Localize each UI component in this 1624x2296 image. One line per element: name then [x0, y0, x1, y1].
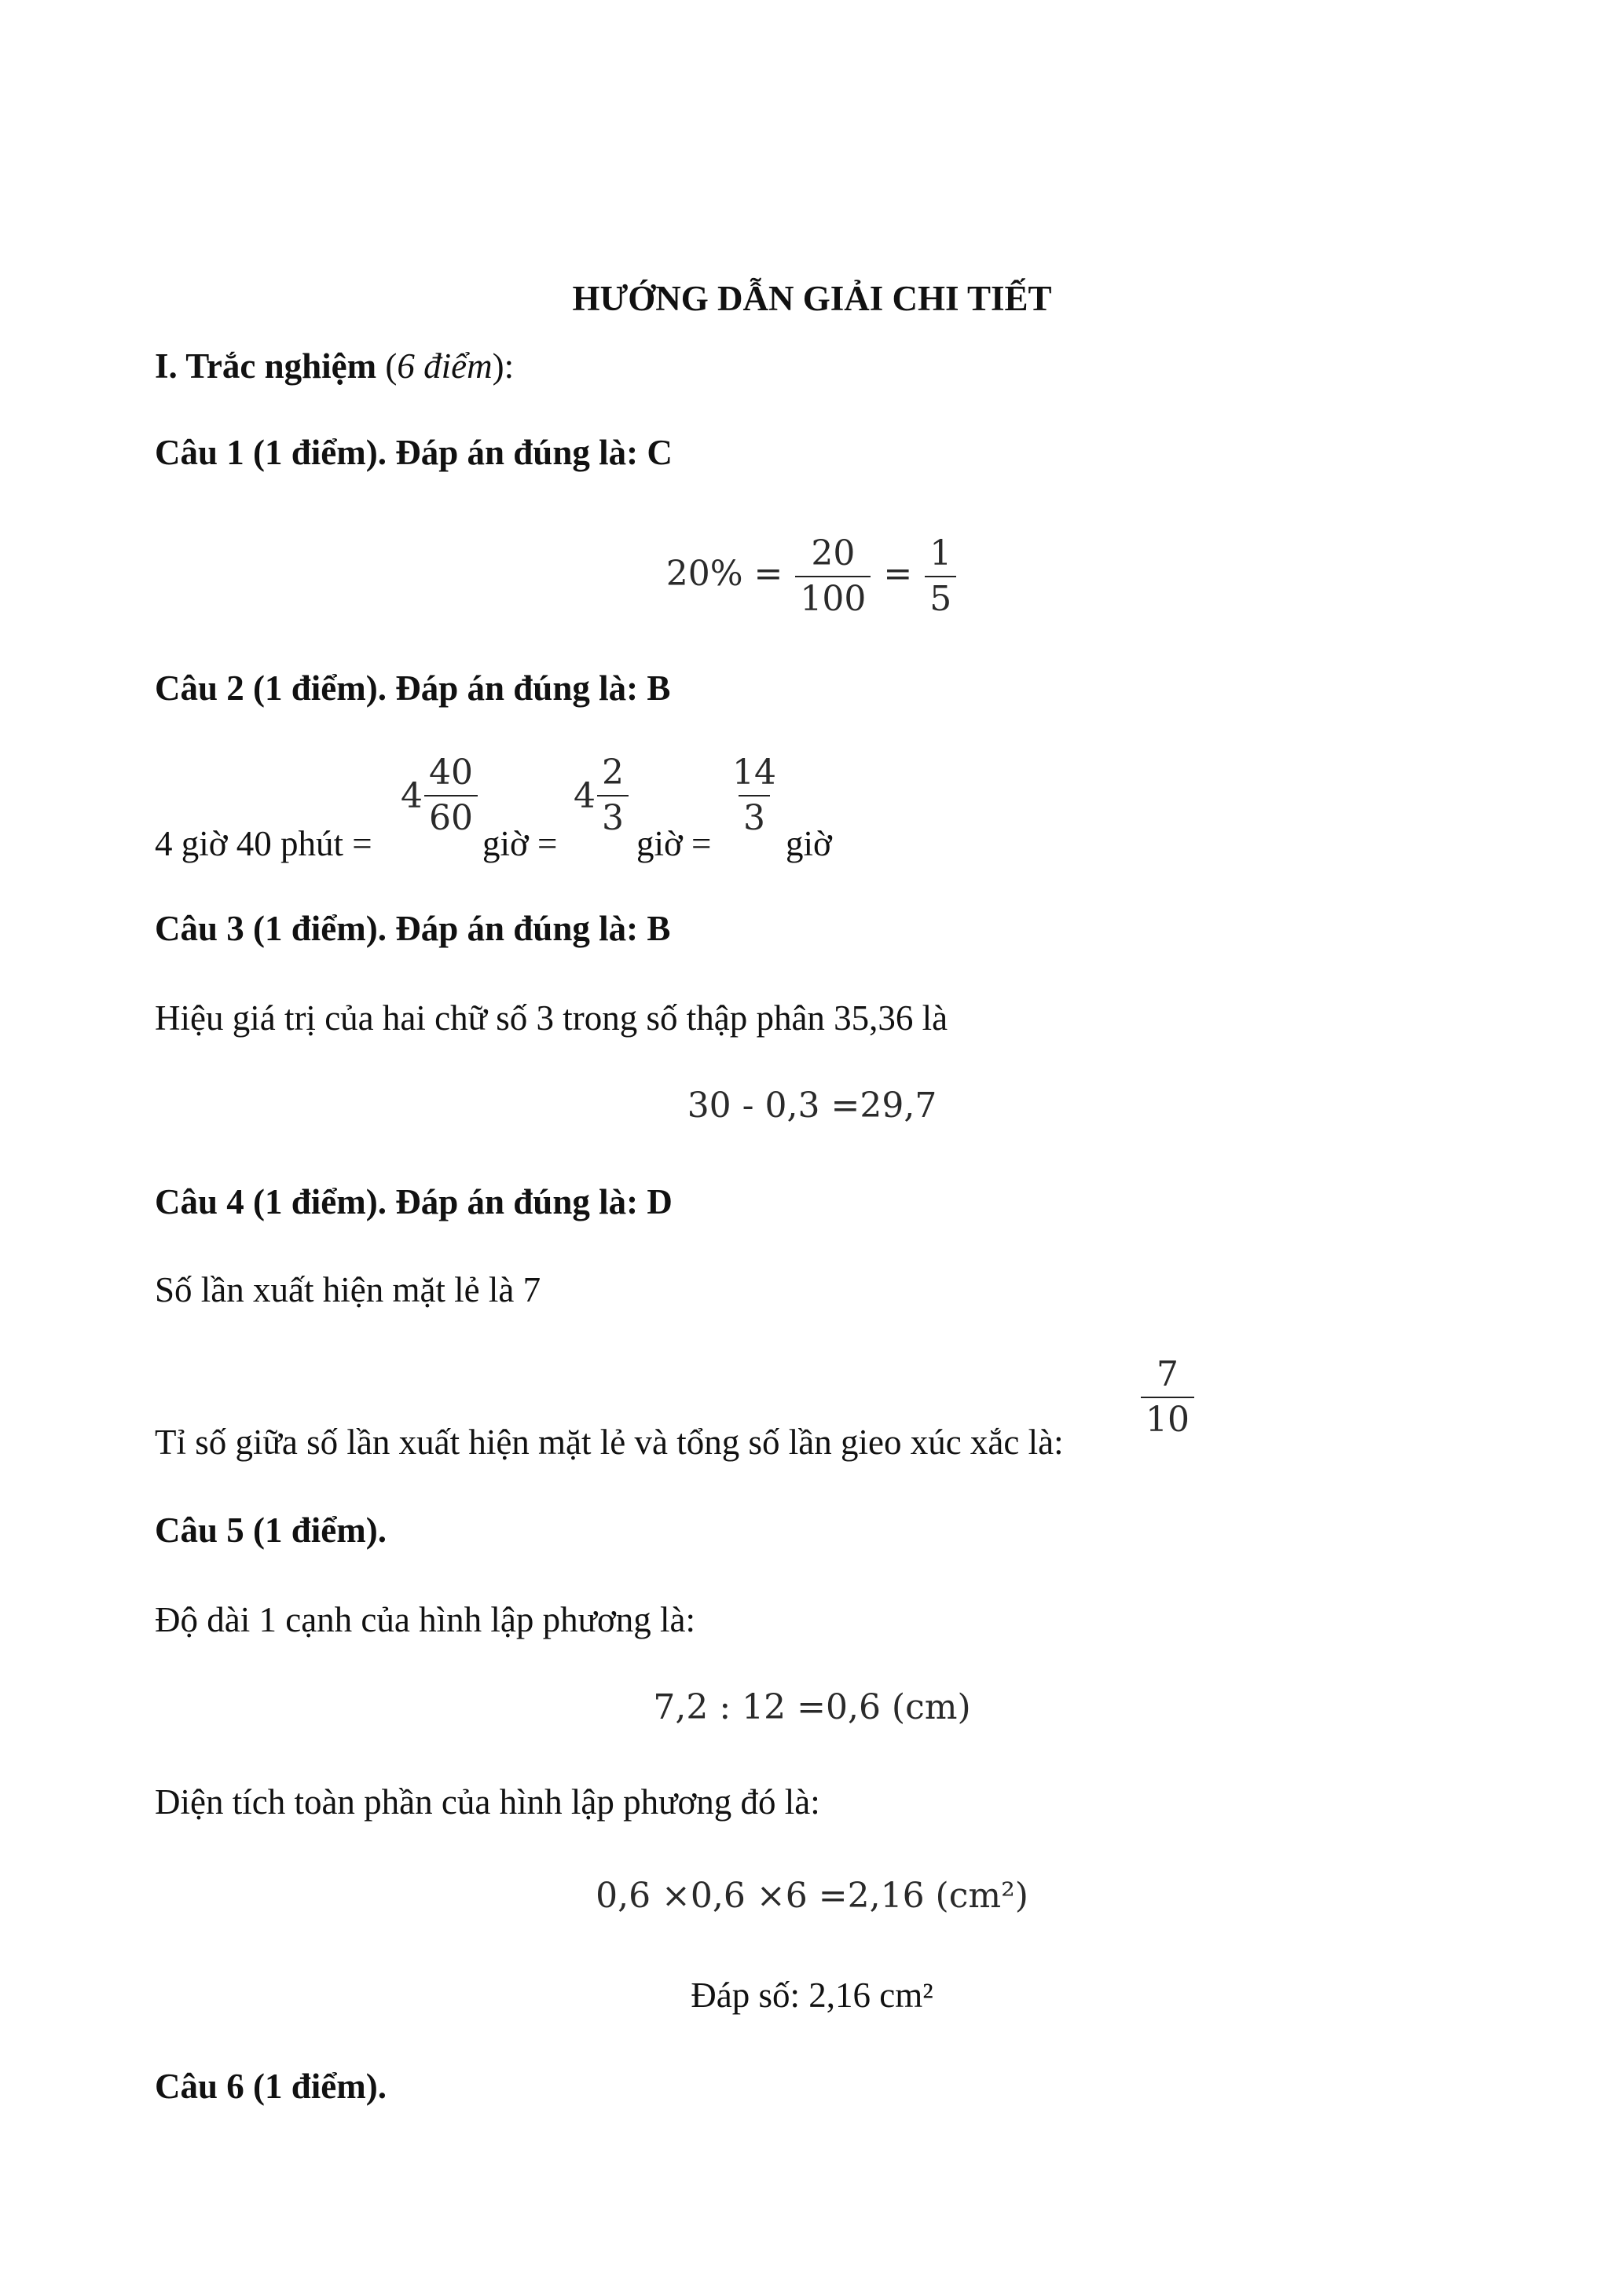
- q4-fraction-7-10: [1139, 1354, 1196, 1441]
- q1-eq-lhs: 20% =: [665, 554, 783, 594]
- q2-text-2: giờ =: [482, 824, 558, 863]
- q2-mixed-4-2-3: [574, 753, 630, 839]
- q1-fraction-20-100: [795, 533, 871, 620]
- q2-text-1: 4 giờ 40 phút =: [155, 824, 372, 863]
- q2-fraction-14-3: [726, 753, 783, 839]
- q2-heading: Câu 2 (1 điểm). Đáp án đúng là: B: [155, 668, 671, 708]
- q4-fraction: [1141, 1354, 1194, 1441]
- q2-m1-whole: 4: [401, 775, 423, 816]
- q2-mixed-4-40-60: [401, 753, 479, 839]
- page-title: HƯỚNG DẪN GIẢI CHI TIẾT: [572, 279, 1052, 318]
- q4-text-2: Tỉ số giữa số lần xuất hiện mặt lẻ và tổng số lần gieo xúc xắc là:: [155, 1423, 1064, 1462]
- q2-f3-denominator: 3: [739, 795, 770, 839]
- q4-heading: Câu 4 (1 điểm). Đáp án đúng là: D: [155, 1182, 673, 1221]
- q1-eq-sign: =: [883, 554, 913, 594]
- q1-fraction-1-5: [925, 533, 956, 620]
- q6-heading: Câu 6 (1 điểm).: [155, 2067, 387, 2106]
- q2-m2-fraction: [597, 753, 629, 839]
- q1-frac2-denominator: 5: [925, 576, 956, 620]
- q2-m2-whole: 4: [574, 775, 596, 816]
- section-paren-close: ):: [492, 346, 515, 386]
- q5-equation-1: 7,2 : 12 =0,6 (cm): [653, 1687, 971, 1727]
- q5-text-2: Diện tích toàn phần của hình lập phương đó là:: [155, 1782, 820, 1822]
- section-heading: [155, 344, 514, 388]
- q5-equation-2: 0,6 ×0,6 ×6 =2,16 (cm²): [596, 1876, 1028, 1916]
- q1-frac2-numerator: 1: [929, 533, 952, 573]
- q2-m2-numerator: 2: [602, 753, 624, 793]
- q1-frac1-denominator: 100: [795, 576, 871, 620]
- q2-text-3: giờ =: [636, 824, 712, 863]
- q4-denominator: 10: [1141, 1397, 1194, 1441]
- q1-equation: [0, 531, 1624, 620]
- q5-answer: Đáp số: 2,16 cm²: [691, 1976, 933, 2015]
- q2-m1-numerator: 40: [429, 753, 473, 793]
- section-points: 6 điểm: [397, 346, 493, 386]
- q1-frac1-numerator: 20: [811, 533, 856, 573]
- q2-m1-denominator: 60: [424, 795, 478, 839]
- q2-text-4: giờ: [786, 824, 832, 863]
- q3-equation: 30 - 0,3 =29,7: [687, 1086, 937, 1126]
- q2-m2-denominator: 3: [597, 795, 629, 839]
- section-paren-open: (: [385, 346, 398, 386]
- q2-m1-fraction: [424, 753, 478, 839]
- q2-f3-numerator: 14: [732, 753, 776, 793]
- q1-heading: Câu 1 (1 điểm). Đáp án đúng là: C: [155, 433, 673, 472]
- q5-heading: Câu 5 (1 điểm).: [155, 1511, 387, 1550]
- q5-text-1: Độ dài 1 cạnh của hình lập phương là:: [155, 1600, 696, 1639]
- section-label: I. Trắc nghiệm: [155, 346, 377, 386]
- q3-text: Hiệu giá trị của hai chữ số 3 trong số thập phân 35,36 là: [155, 998, 948, 1038]
- q4-text-1: Số lần xuất hiện mặt lẻ là 7: [155, 1270, 541, 1309]
- q4-numerator: 7: [1157, 1354, 1179, 1394]
- q3-heading: Câu 3 (1 điểm). Đáp án đúng là: B: [155, 909, 671, 948]
- q2-f3-fraction: [728, 753, 781, 839]
